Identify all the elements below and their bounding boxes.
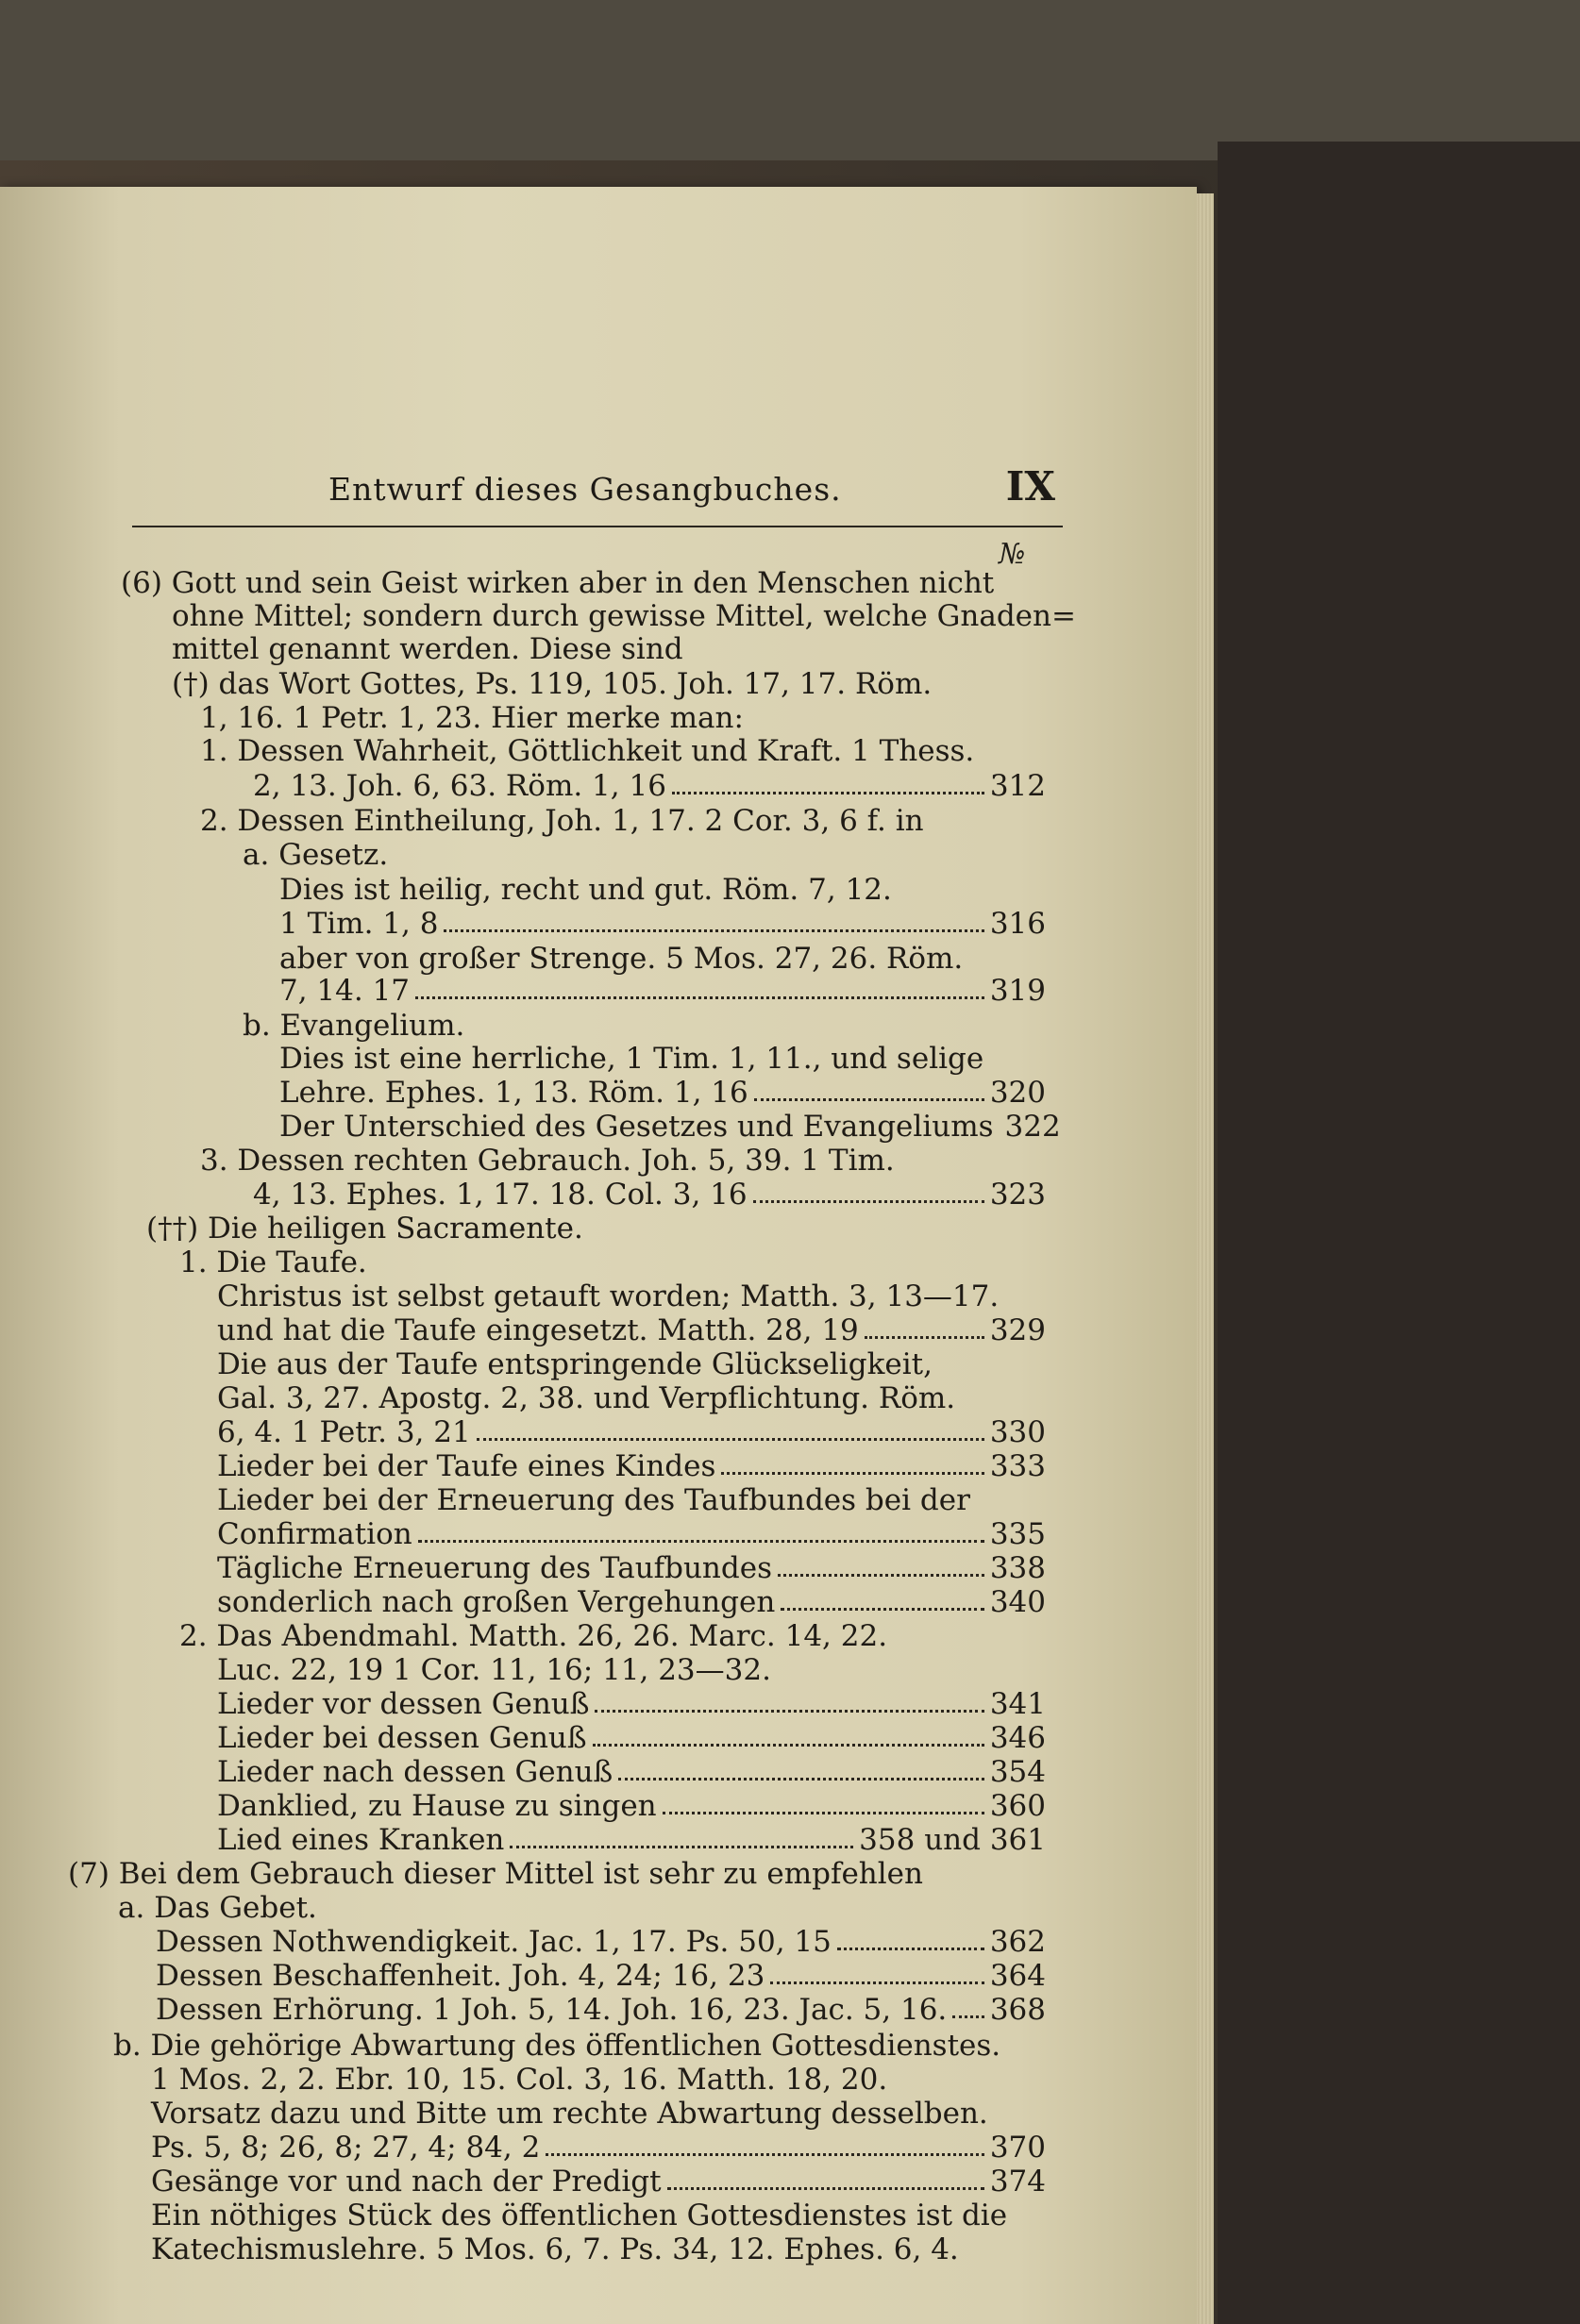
contents-line — [151, 2063, 887, 2097]
line-text: sonderlich nach großen Vergehungen — [217, 1585, 776, 1619]
contents-line — [217, 1449, 1046, 1483]
line-text: (7) Bei dem Gebrauch dieser Mittel ist sehr zu empfehlen — [68, 1857, 923, 1891]
book-cover-edge — [1218, 142, 1580, 2324]
contents-line — [217, 1653, 771, 1687]
line-text: Lehre. Ephes. 1, 13. Röm. 1, 16 — [279, 1076, 748, 1110]
contents-line — [279, 1076, 1046, 1110]
line-text: 1. Die Taufe. — [179, 1246, 367, 1279]
contents-line — [200, 734, 974, 768]
contents-line — [151, 2232, 959, 2266]
contents-line — [121, 566, 994, 600]
contents-line — [200, 804, 924, 838]
dot-leader — [546, 2131, 984, 2156]
hymn-number: 362 — [989, 1925, 1046, 1959]
line-text: Danklied, zu Hause zu singen — [217, 1789, 657, 1823]
line-text: aber von großer Strenge. 5 Mos. 27, 26. Röm. — [279, 942, 964, 976]
line-text: a. Gesetz. — [243, 838, 389, 872]
line-text: 3. Dessen rechten Gebrauch. Joh. 5, 39. 1 Tim. — [200, 1144, 895, 1178]
dot-leader — [477, 1415, 984, 1441]
hymn-number: 341 — [989, 1687, 1046, 1721]
contents-line — [217, 1551, 1046, 1585]
line-text: 4, 13. Ephes. 1, 17. 18. Col. 3, 16 — [253, 1178, 748, 1212]
contents-line — [151, 2131, 1046, 2165]
line-text: 6, 4. 1 Petr. 3, 21 — [217, 1415, 471, 1449]
contents-line — [217, 1721, 1046, 1755]
dot-leader — [672, 769, 984, 794]
line-text: Katechismuslehre. 5 Mos. 6, 7. Ps. 34, 12. Ephes. 6, 4. — [151, 2232, 959, 2266]
dot-leader — [510, 1823, 853, 1848]
line-text: Lieder bei der Taufe eines Kindes — [217, 1449, 716, 1483]
hymn-number: 358 und 361 — [859, 1823, 1046, 1857]
line-text: b. Evangelium. — [243, 1009, 465, 1043]
line-text: b. Die gehörige Abwartung des öffentlichen Gottesdienstes. — [113, 2029, 1001, 2063]
contents-line — [156, 1925, 1046, 1959]
page-number: IX — [1005, 463, 1055, 510]
contents-line — [217, 1755, 1046, 1789]
dot-leader — [444, 907, 983, 932]
line-text: 2, 13. Joh. 6, 63. Röm. 1, 16 — [253, 769, 666, 803]
contents-line — [172, 632, 683, 666]
hymn-number: 346 — [989, 1721, 1046, 1755]
line-text: Ps. 5, 8; 26, 8; 27, 4; 84, 2 — [151, 2131, 541, 2165]
dot-leader — [865, 1313, 984, 1339]
dot-leader — [754, 1076, 984, 1101]
hymn-number: 312 — [989, 769, 1046, 803]
hymn-number: 338 — [989, 1551, 1046, 1585]
contents-line — [279, 907, 1046, 941]
dot-leader — [418, 1517, 984, 1543]
contents-line — [217, 1789, 1046, 1823]
hymn-number: 370 — [989, 2131, 1046, 2165]
contents-line — [151, 2097, 988, 2131]
hymn-number: 360 — [989, 1789, 1046, 1823]
line-text: Dessen Nothwendigkeit. Jac. 1, 17. Ps. 50, 15 — [156, 1925, 832, 1959]
column-label: № — [999, 538, 1026, 571]
contents-line — [179, 1619, 887, 1653]
line-text: (6) Gott und sein Geist wirken aber in den Menschen nicht — [121, 566, 995, 600]
dot-leader — [753, 1178, 984, 1203]
line-text: 2. Dessen Eintheilung, Joh. 1, 17. 2 Cor. 3, 6 f. in — [200, 804, 924, 838]
line-text: mittel genannt werden. Diese sind — [172, 632, 683, 666]
line-text: Die aus der Taufe entspringende Glückseligkeit, — [217, 1347, 933, 1381]
hymn-number: 323 — [989, 1178, 1046, 1212]
contents-line — [253, 769, 1046, 803]
line-text: Confirmation — [217, 1517, 412, 1551]
hymn-number: 364 — [989, 1959, 1046, 1993]
dot-leader — [415, 974, 984, 999]
contents-line — [217, 1687, 1046, 1721]
dot-leader — [721, 1449, 983, 1475]
contents-line — [172, 599, 1076, 633]
contents-line — [200, 701, 744, 735]
line-text: Lieder bei dessen Genuß — [217, 1721, 587, 1755]
line-text: (†) das Wort Gottes, Ps. 119, 105. Joh. 17, 17. Röm. — [172, 667, 933, 701]
contents-line — [279, 1110, 1061, 1144]
contents-line — [217, 1517, 1046, 1551]
line-text: Lieder vor dessen Genuß — [217, 1687, 590, 1721]
contents-line — [279, 873, 892, 907]
contents-line — [279, 974, 1046, 1008]
contents-line — [243, 838, 388, 872]
line-text: 1. Dessen Wahrheit, Göttlichkeit und Kraft. 1 Thess. — [200, 734, 975, 768]
hymn-number: 333 — [989, 1449, 1046, 1483]
dot-leader — [667, 2165, 984, 2190]
contents-line — [279, 942, 963, 976]
line-text: Der Unterschied des Gesetzes und Evangeliums — [279, 1110, 994, 1144]
contents-line — [156, 1993, 1046, 2027]
contents-line — [217, 1823, 1046, 1857]
contents-line — [217, 1313, 1046, 1347]
contents-line — [217, 1279, 999, 1313]
header-rule — [132, 526, 1063, 527]
line-text: Gesänge vor und nach der Predigt — [151, 2165, 662, 2199]
line-text: Christus ist selbst getauft worden; Matth. 3, 13—17. — [217, 1279, 1000, 1313]
line-text: ohne Mittel; sondern durch gewisse Mittel, welche Gnaden= — [172, 599, 1076, 633]
contents-line — [118, 1891, 317, 1925]
contents-line — [151, 2165, 1046, 2199]
hymn-number: 330 — [989, 1415, 1046, 1449]
contents-line — [156, 1959, 1046, 1993]
line-text: Lieder nach dessen Genuß — [217, 1755, 614, 1789]
dot-leader — [663, 1789, 984, 1814]
line-text: (††) Die heiligen Sacramente. — [146, 1212, 583, 1246]
line-text: und hat die Taufe eingesetzt. Matth. 28, 19 — [217, 1313, 859, 1347]
dot-leader — [837, 1925, 984, 1950]
contents-line — [279, 1042, 983, 1076]
line-text: Dessen Beschaffenheit. Joh. 4, 24; 16, 23 — [156, 1959, 765, 1993]
contents-line — [68, 1857, 923, 1891]
hymn-number: 316 — [989, 907, 1046, 941]
line-text: Tägliche Erneuerung des Taufbundes — [217, 1551, 773, 1585]
dot-leader — [778, 1551, 984, 1577]
dot-leader — [618, 1755, 984, 1781]
hymn-number: 335 — [989, 1517, 1046, 1551]
contents-line — [200, 1144, 895, 1178]
contents-line — [217, 1585, 1046, 1619]
line-text: 1, 16. 1 Petr. 1, 23. Hier merke man: — [200, 701, 744, 735]
dot-leader — [952, 1993, 984, 2018]
contents-line — [146, 1212, 583, 1246]
contents-line — [217, 1381, 955, 1415]
dot-leader — [593, 1721, 984, 1747]
contents-line — [243, 1009, 464, 1043]
running-title: Entwurf dieses Gesangbuches. — [328, 471, 842, 508]
line-text: 1 Mos. 2, 2. Ebr. 10, 15. Col. 3, 16. Matth. 18, 20. — [151, 2063, 888, 2097]
hymn-number: 320 — [989, 1076, 1046, 1110]
contents-line — [179, 1246, 367, 1279]
hymn-number: 374 — [989, 2165, 1046, 2199]
line-text: 7, 14. 17 — [279, 974, 411, 1008]
hymn-number: 368 — [989, 1993, 1046, 2027]
hymn-number: 340 — [989, 1585, 1046, 1619]
line-text: Dies ist eine herrliche, 1 Tim. 1, 11., und selige — [279, 1042, 984, 1076]
book-page — [0, 187, 1197, 2324]
contents-line — [217, 1415, 1046, 1449]
contents-line — [217, 1483, 970, 1517]
dot-leader — [781, 1585, 983, 1611]
line-text: Vorsatz dazu und Bitte um rechte Abwartung desselben. — [151, 2097, 988, 2131]
line-text: Lied eines Kranken — [217, 1823, 505, 1857]
line-text: Lieder bei der Erneuerung des Taufbundes bei der — [217, 1483, 970, 1517]
contents-line — [217, 1347, 933, 1381]
hymn-number: 322 — [1004, 1110, 1061, 1144]
line-text: 2. Das Abendmahl. Matth. 26, 26. Marc. 14, 22. — [179, 1619, 888, 1653]
line-text: Ein nöthiges Stück des öffentlichen Gottesdienstes ist die — [151, 2199, 1008, 2232]
contents-line — [253, 1178, 1046, 1212]
line-text: Dies ist heilig, recht und gut. Röm. 7, 12. — [279, 873, 892, 907]
line-text: Dessen Erhörung. 1 Joh. 5, 14. Joh. 16, 23. Jac. 5, 16. — [156, 1993, 948, 2027]
page-block-edge — [1197, 193, 1214, 2324]
line-text: Luc. 22, 19 1 Cor. 11, 16; 11, 23—32. — [217, 1653, 771, 1687]
contents-line — [172, 667, 932, 701]
hymn-number: 354 — [989, 1755, 1046, 1789]
dot-leader — [595, 1687, 983, 1713]
line-text: 1 Tim. 1, 8 — [279, 907, 439, 941]
dot-leader — [770, 1959, 984, 1984]
running-header — [328, 463, 1055, 514]
line-text: a. Das Gebet. — [118, 1891, 317, 1925]
hymn-number: 329 — [989, 1313, 1046, 1347]
hymn-number: 319 — [989, 974, 1046, 1008]
contents-line — [113, 2029, 1000, 2063]
contents-line — [151, 2199, 1007, 2232]
line-text: Gal. 3, 27. Apostg. 2, 38. und Verpflichtung. Röm. — [217, 1381, 956, 1415]
